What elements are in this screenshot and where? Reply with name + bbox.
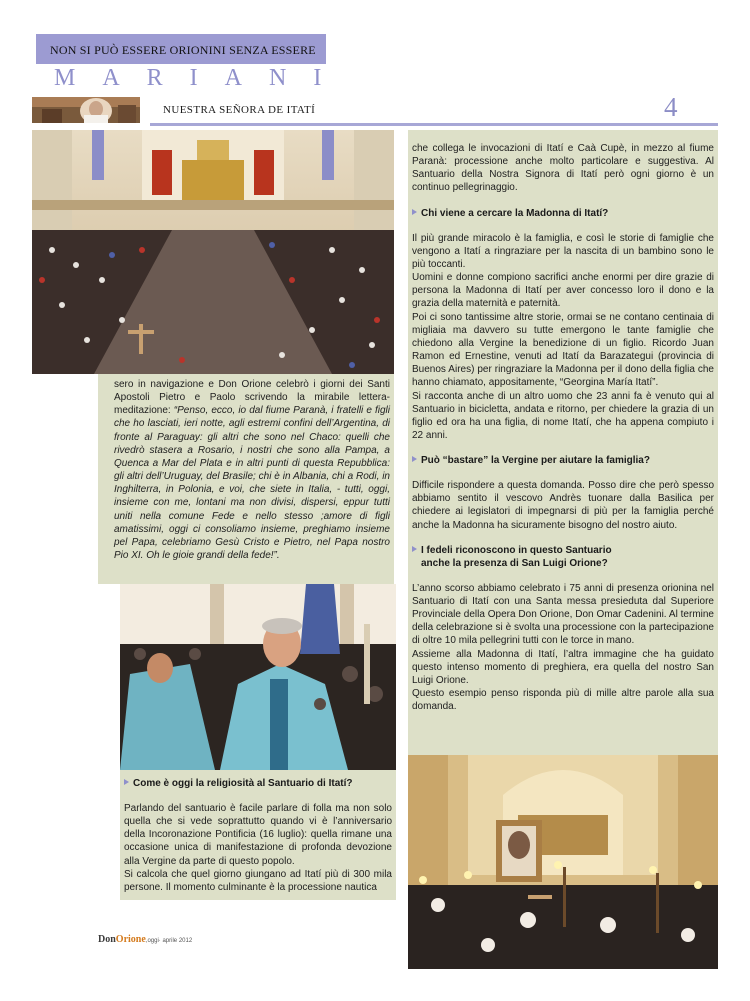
- photo-torch-procession: [408, 755, 718, 969]
- article-paragraph: Difficile rispondere a questa domanda. Posso dire che però spesso abbiamo sentito il vescovo Andrès tuonare dalla Basilica per chiedere ai legislatori di impegnarsi di più per la famiglia perché anche la Madonna ha sicuramente bisogno del nostro aiuto.: [412, 480, 714, 531]
- footer-issue: ,oggi· aprile 2012: [145, 938, 193, 944]
- question-heading: Può “bastare” la Vergine per aiutare la famiglia?: [412, 454, 714, 467]
- article-paragraph: Parlando del santuario è facile parlare di folla ma non solo quella che si vede soprattutto quando vi è l’anniversario della Incoronazione Pontificia (16 luglio): quella rimane una occasione unica di manifestazione di profonda devozione alla Vergine da parte di questo popolo.: [124, 803, 392, 867]
- footer-brand-don: Don: [98, 934, 116, 945]
- orione-letter-quote: “Penso, ecco, io dal fiume Paranà, i fratelli e figli che ho lasciati, ieri notte, agli estremi confini dell’Argentina, di fronte al Paraguay: gli altri che sono nel Chaco: quelli che rivedrò stasera a Rosario, i nostri che sono alla Pampa, a Quenca a Mar del Plata e in altri punti di questa Repubblica: gli altri dell’Uruguay, del Brasile; chi è in Albania, chi a Rodi, in Inghilterra, in Polonia, e voi, che siete in Italia, - tutti, oggi, insieme con me, lontani ma non divisi, dispersi, eppur tutti uniti nella comune Fede e nello stesso ;amore di figli amatissimi, oggi ci consoliamo insieme, preghiamo insieme pel Papa, celebriamo Gesù Cristo e Pietro, nel Papa nostro Pio XI. Oh le gioie grandi della fede!”.: [114, 405, 391, 562]
- triangle-bullet-icon: [412, 456, 417, 462]
- article-paragraph: che collega le invocazioni di Itatí e Caà Cupè, in mezzo al fiume Paranà: processione anche molto particolare e suggestiva. Al Santuario della Nostra Signora di Itatí però ogni giorno è un continuo pellegrinaggio.: [412, 143, 714, 194]
- question-heading: Chi viene a cercare la Madonna di Itatí?: [412, 207, 714, 220]
- article-paragraph: Assieme alla Madonna di Itatí, l’altra immagine che ha guidato questo intenso momento di preghiera, era quella del nostro San Luigi Orione.: [412, 648, 714, 686]
- question-heading: I fedeli riconoscono in questo Santuario anche la presenza di San Luigi Orione?: [412, 544, 714, 570]
- article-paragraph: sero in navigazione e Don Orione celebrò i giorni dei Santi Apostoli Pietro e Paolo scrivendo la mirabile lettera-meditazione:: [114, 379, 390, 417]
- article-paragraph: Poi ci sono tantissime altre storie, ormai se ne contano centinaia di migliaia ma davvero su tutte emergono le tante famiglie che chiedono alla Vergine la benedizione di un figlio. Ricordo Juan Ramon ed Ernestine, venuti ad Itatí da Barazategui (provincia di Buenos Aires) per ringraziare la Madonna per il dono della figlia che hanno chiamato, appositamente, “Georgina María Itatí”.: [412, 311, 714, 389]
- photo-basilica-crowd: [32, 130, 394, 374]
- header-rule: [150, 123, 718, 126]
- header-thumbnail: [32, 97, 140, 123]
- article-column-left-top: [114, 378, 390, 562]
- header-title: MARIANI: [54, 65, 349, 91]
- triangle-bullet-icon: [412, 209, 417, 215]
- page-number: 4: [664, 92, 678, 122]
- triangle-bullet-icon: [412, 546, 417, 552]
- header-kicker: NON SI PUÒ ESSERE ORIONINI SENZA ESSERE: [50, 43, 316, 57]
- triangle-bullet-icon: [124, 779, 129, 785]
- footer-brand: [98, 929, 192, 947]
- question-heading: Come è oggi la religiosità al Santuario di Itatí?: [124, 777, 392, 790]
- photo-priests-procession: [120, 584, 396, 770]
- article-column-left-bottom: [124, 777, 392, 894]
- article-paragraph: Questo esempio penso risponda più di mille altre parole alla sua domanda.: [412, 688, 714, 713]
- article-paragraph: Si calcola che quel giorno giungano ad Itatí più di 300 mila persone. Il momento culminante è la processione nautica: [124, 868, 392, 893]
- article-paragraph: Si racconta anche di un altro uomo che 23 anni fa è venuto qui al Santuario in bicicletta, andata e ritorno, per chiedere la grazia di un figlio ed ora ha una figlia, di nome Itatí, che ha appena compiuto i 22 anni.: [412, 390, 714, 441]
- footer-brand-orione: Orione: [115, 934, 146, 945]
- article-paragraph: L’anno scorso abbiamo celebrato i 75 anni di presenza orionina nel Santuario di Itatí con una Santa messa presieduta dal Superiore Provinciale della Opera Don Orione, Don Omar Cadenini. Al termine della celebrazione si è svolta una processione con la partecipazione di oltre 10 mila pellegrini tutti con le torce in mano.: [412, 582, 714, 647]
- article-paragraph: Il più grande miracolo è la famiglia, e così le storie di famiglie che vengono a Itatí a ringraziare per la nascita di un bambino sono le più toccanti.: [412, 232, 714, 270]
- article-column-right: [412, 142, 714, 713]
- section-title: NUESTRA SEÑORA DE ITATÍ: [163, 104, 316, 116]
- article-paragraph: Uomini e donne compiono sacrifici anche enormi per dire grazie di persona la Madonna di Itatí per aver concesso loro il dono e la grazia della maternità e paternità.: [412, 272, 714, 310]
